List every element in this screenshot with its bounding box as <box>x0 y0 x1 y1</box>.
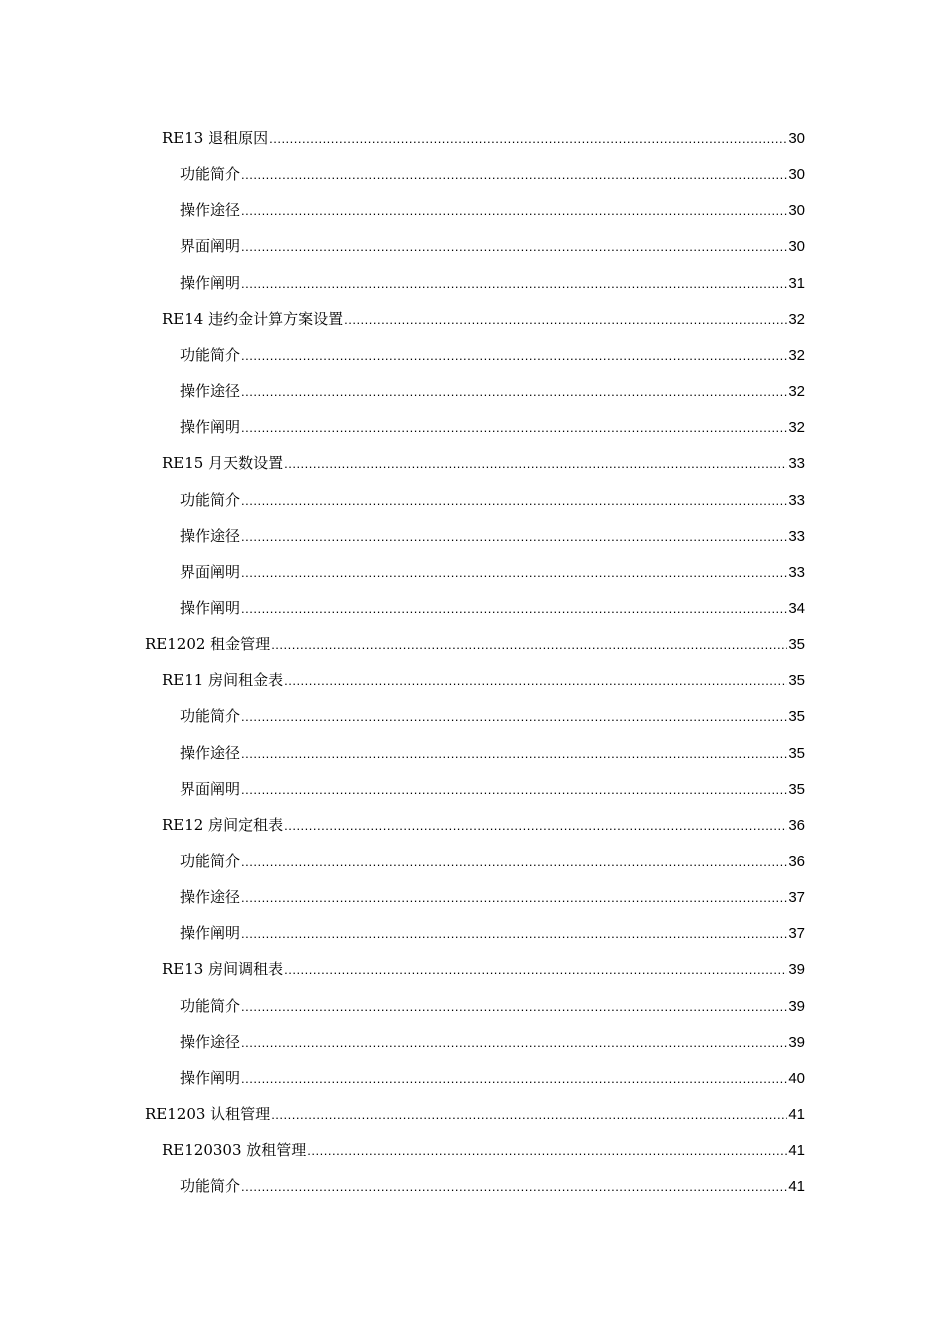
toc-entry-title: 功能简介 <box>180 852 241 870</box>
toc-entry-title: RE1202 租金管理 <box>145 635 271 654</box>
dot-leader <box>241 591 787 627</box>
toc-page-number: 35 <box>788 780 805 798</box>
dot-leader <box>241 483 787 519</box>
toc-entry[interactable] <box>0 518 805 554</box>
toc-entry[interactable] <box>0 192 805 228</box>
toc-page-number: 33 <box>788 563 805 581</box>
toc-entry[interactable] <box>0 228 805 264</box>
toc-entry-title: 操作途径 <box>180 1032 241 1051</box>
toc-entry-title: RE120303 放租管理 <box>162 1141 307 1160</box>
toc-page-number: 33 <box>788 527 805 545</box>
toc-page-number: 36 <box>788 853 805 870</box>
toc-entry-title: 功能简介 <box>180 165 241 184</box>
toc-page-number: 35 <box>788 672 805 690</box>
toc-entry-title: 功能简介 <box>180 1177 241 1196</box>
toc-entry-title: RE12 房间定租表 <box>162 815 284 834</box>
toc-entry[interactable] <box>0 735 805 771</box>
dot-leader <box>271 1097 787 1133</box>
dot-leader <box>284 446 787 482</box>
dot-leader <box>269 121 787 157</box>
dot-leader <box>241 410 787 446</box>
toc-entry-title: 界面阐明 <box>180 779 241 798</box>
toc-entry-title: 功能简介 <box>180 345 241 364</box>
dot-leader <box>344 302 787 338</box>
dot-leader <box>241 1025 787 1061</box>
toc-page-number: 39 <box>788 961 805 979</box>
dot-leader <box>241 699 787 735</box>
dot-leader <box>284 952 787 988</box>
dot-leader <box>241 736 787 772</box>
toc-page-number: 30 <box>788 166 805 184</box>
dot-leader <box>241 844 787 880</box>
toc-entry[interactable] <box>0 1132 805 1168</box>
toc-entry[interactable] <box>0 409 805 445</box>
toc-entry-title: 操作阐明 <box>180 924 241 943</box>
dot-leader <box>284 808 787 844</box>
toc-entry[interactable] <box>0 1168 805 1204</box>
dot-leader <box>241 266 787 302</box>
toc-page-number: 30 <box>788 130 805 147</box>
toc-entry-title: 操作途径 <box>180 888 241 907</box>
toc-page-number: 37 <box>788 889 805 907</box>
toc-page-number: 30 <box>788 202 805 220</box>
toc-entry[interactable] <box>0 662 805 698</box>
dot-leader <box>241 772 787 808</box>
dot-leader <box>284 663 787 699</box>
toc-page-number: 32 <box>788 310 805 328</box>
dot-leader <box>241 1061 787 1097</box>
toc-entry-title: RE14 违约金计算方案设置 <box>162 309 344 328</box>
toc-page-number: 34 <box>788 599 805 617</box>
dot-leader <box>241 229 787 265</box>
dot-leader <box>241 374 787 410</box>
toc-entry-title: 操作阐明 <box>180 1068 241 1087</box>
dot-leader <box>241 989 787 1025</box>
toc-entry[interactable] <box>0 120 805 156</box>
toc-entry[interactable] <box>0 626 805 662</box>
toc-entry[interactable] <box>0 445 805 481</box>
toc-entry-title: 功能简介 <box>180 490 241 509</box>
toc-page-number: 39 <box>788 997 805 1015</box>
toc-page-number: 39 <box>788 1033 805 1051</box>
toc-entry[interactable] <box>0 301 805 337</box>
toc-entry-title: 界面阐明 <box>180 237 241 256</box>
toc-entry-title: RE13 退租原因 <box>162 129 269 147</box>
toc-entry[interactable] <box>0 771 805 807</box>
toc-entry-title: 操作阐明 <box>180 418 241 437</box>
toc-entry[interactable] <box>0 156 805 192</box>
toc-entry-title: RE15 月天数设置 <box>162 454 284 473</box>
toc-entry[interactable] <box>0 1060 805 1096</box>
toc-entry-title: 操作途径 <box>180 526 241 545</box>
dot-leader <box>241 157 787 193</box>
dot-leader <box>241 916 787 952</box>
toc-entry-title: 操作途径 <box>180 382 241 401</box>
toc-entry-title: 操作阐明 <box>180 598 241 617</box>
toc-entry[interactable] <box>0 698 805 734</box>
toc-entry[interactable] <box>0 337 805 373</box>
toc-page-number: 35 <box>788 708 805 726</box>
toc-entry-title: 操作阐明 <box>180 273 241 292</box>
dot-leader <box>241 338 787 374</box>
toc-page-number: 37 <box>788 925 805 943</box>
toc-entry[interactable] <box>0 879 805 915</box>
toc-page-number: 35 <box>788 636 805 654</box>
toc-page-number: 32 <box>788 383 805 401</box>
toc-entry-title: 功能简介 <box>180 996 241 1015</box>
toc-entry-title: 操作途径 <box>180 743 241 762</box>
toc-page-number: 31 <box>788 274 805 292</box>
toc-page-number: 40 <box>788 1069 805 1087</box>
toc-entry[interactable] <box>0 373 805 409</box>
dot-leader <box>307 1133 787 1169</box>
toc-page-number: 35 <box>788 744 805 762</box>
toc-entry[interactable] <box>0 951 805 987</box>
toc-entry-title: RE13 房间调租表 <box>162 960 284 979</box>
toc-entry[interactable] <box>0 265 805 301</box>
toc-page-number: 32 <box>788 346 805 364</box>
toc-page-number: 32 <box>788 419 805 437</box>
toc-entry-title: 功能简介 <box>180 707 241 726</box>
toc-page-number: 33 <box>788 491 805 509</box>
dot-leader <box>241 193 787 229</box>
toc-entry[interactable] <box>0 843 805 879</box>
toc-entry[interactable] <box>0 1024 805 1060</box>
toc-page-number: 41 <box>788 1142 805 1160</box>
toc-page-number: 36 <box>788 816 805 834</box>
dot-leader <box>241 1169 787 1205</box>
toc-entry-title: RE1203 认租管理 <box>145 1105 271 1124</box>
toc-entry[interactable] <box>0 1096 805 1132</box>
toc-entry[interactable] <box>0 554 805 590</box>
toc-page-number: 41 <box>788 1178 805 1196</box>
toc-entry[interactable] <box>0 482 805 518</box>
dot-leader <box>271 627 787 663</box>
toc-page-number: 41 <box>788 1106 805 1124</box>
dot-leader <box>241 880 787 916</box>
toc-entry-title: 操作途径 <box>180 201 241 220</box>
toc-page-number: 30 <box>788 238 805 256</box>
toc-entry[interactable] <box>0 988 805 1024</box>
toc-entry[interactable] <box>0 807 805 843</box>
toc-page-number: 33 <box>788 455 805 473</box>
dot-leader <box>241 519 787 555</box>
toc-entry[interactable] <box>0 915 805 951</box>
dot-leader <box>241 555 787 591</box>
toc-entry-title: RE11 房间租金表 <box>162 671 284 690</box>
toc-entry[interactable] <box>0 590 805 626</box>
toc-entry-title: 界面阐明 <box>180 562 241 581</box>
